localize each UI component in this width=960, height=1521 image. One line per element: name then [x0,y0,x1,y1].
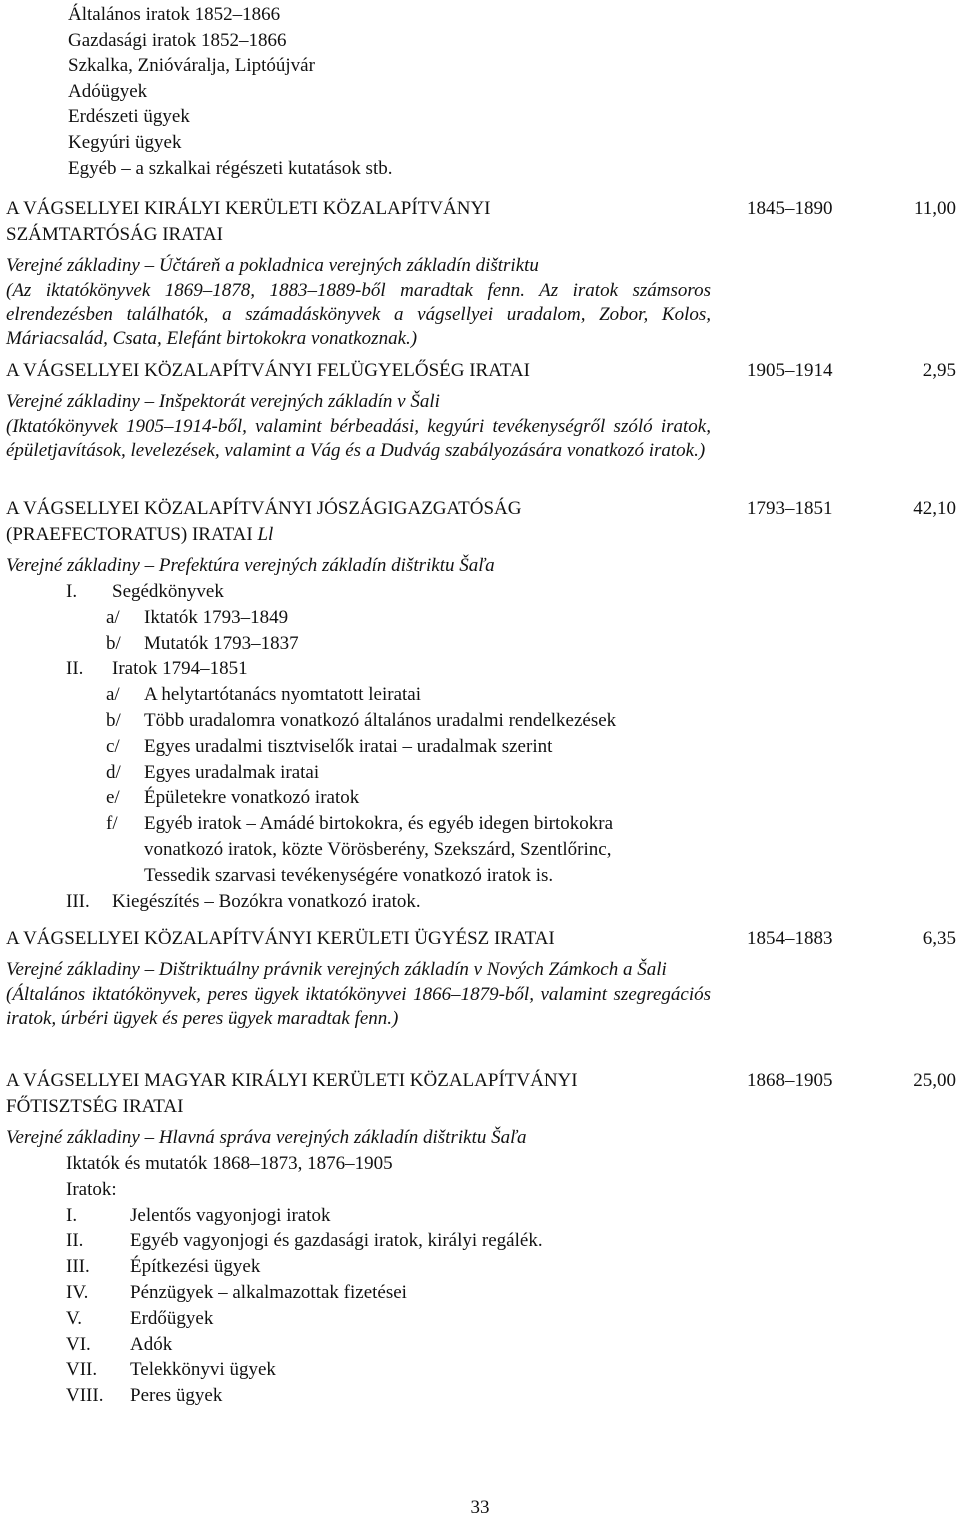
item-number: III. [66,890,90,912]
item-number: I. [66,1204,78,1226]
item-text: A helytartótanács nyomtatott leiratai [144,684,421,706]
intro-line: Szkalka, Znióváralja, Liptóújvár [68,55,315,77]
item-text: Erdőügyek [130,1307,214,1329]
item-number: d/ [106,761,121,783]
section-heading [6,496,716,548]
item-number: f/ [106,813,118,835]
section-note: (Iktatókönyvek 1905–1914-ből, valamint bérbeadási, kegyúri tevékenységről szóló iratok, épületjavítások, levelezések, valamint a Vág és a Dudvág szabályozására vonatkozó iratok.) [6,416,711,461]
item-text: Segédkönyvek [112,581,224,602]
item-text: Adók [130,1333,173,1355]
records-label: Iratok: [66,1178,117,1200]
slovak-title: Verejné základiny – Prefektúra verejných základín dištriktu Šaľa [6,555,495,576]
item-number: I. [66,581,78,602]
list-item-continuation [6,837,956,863]
list-item [6,1280,956,1306]
year-range: 1793–1851 [747,498,833,519]
list-item [6,811,956,837]
section-heading-row [6,196,956,248]
list-item [6,785,956,811]
extent-value: 11,00 [913,198,956,219]
year-range: 1905–1914 [747,360,833,381]
item-text: Épületekre vonatkozó iratok [144,787,360,809]
list-item [6,1332,956,1358]
intro-line: Kegyúri ügyek [68,131,182,153]
list-item [6,1383,956,1409]
item-text: Pénzügyek – alkalmazottak fizetései [130,1281,407,1303]
heading-line [6,522,716,548]
item-number: VII. [66,1359,98,1381]
section-heading-row [6,926,956,952]
section-fotisztseg [6,1068,956,1409]
item-number: V. [66,1307,83,1329]
series-list [6,1203,956,1409]
intro-line: Gazdasági iratok 1852–1866 [68,29,287,51]
item-text: Mutatók 1793–1837 [144,632,299,654]
intro-line: Erdészeti ügyek [68,106,190,128]
list-item [6,656,956,682]
extent-value: 42,10 [913,498,956,519]
list-item [6,631,956,657]
heading-line: A VÁGSELLYEI KÖZALAPÍTVÁNYI JÓSZÁGIGAZGATÓSÁG [6,498,522,519]
list-item [6,1306,956,1332]
list-item [6,1254,956,1280]
item-text: Egyéb vagyonjogi és gazdasági iratok, királyi regálék. [130,1230,543,1252]
item-number: b/ [106,632,121,654]
heading-line: FŐTISZTSÉG IRATAI [6,1096,184,1117]
item-text: Iktatók 1793–1849 [144,606,289,628]
section-felugyeloseg [6,358,956,463]
list-item [6,734,956,760]
intro-line: Egyéb – a szkalkai régészeti kutatások stb. [68,157,393,179]
section-heading-row [6,496,956,548]
item-text: Egyéb iratok – Amádé birtokokra, és egyéb idegen birtokokra [144,813,614,835]
slovak-title: Verejné základiny – Dištriktuálny právnik verejných základín v Nových Zámkoch a Šali [6,959,667,980]
item-number: e/ [106,787,120,809]
year-range: 1845–1890 [747,198,833,219]
section-szamtartosag [6,196,956,351]
heading-line: SZÁMTARTÓSÁG IRATAI [6,224,223,245]
item-text: Telekkönyvi ügyek [130,1359,276,1381]
slovak-title: Verejné základiny – Inšpektorát verejných základín v Šali [6,391,440,412]
item-text: Jelentős vagyonjogi iratok [130,1204,331,1226]
list-item-continuation [6,863,956,889]
heading-ll-mark: Ll [257,524,274,545]
item-text: Egyes uradalmak iratai [144,761,320,783]
series-list [6,579,956,914]
item-number: II. [66,1230,84,1252]
item-number: a/ [106,606,120,628]
item-text: Építkezési ügyek [130,1256,261,1278]
item-text: Iratok 1794–1851 [112,658,248,680]
heading-line: A VÁGSELLYEI KIRÁLYI KERÜLETI KÖZALAPÍTVÁNYI [6,198,491,219]
item-number: c/ [106,735,120,757]
section-kerueleti-ugyesz [6,926,956,1031]
section-heading: A VÁGSELLYEI KÖZALAPÍTVÁNYI KERÜLETI ÜGYÉSZ IRATAI [6,928,555,949]
item-number: a/ [106,684,120,706]
intro-line: Általános iratok 1852–1866 [68,4,281,25]
section-note: (Általános iktatókönyvek, peres ügyek iktatókönyvei 1866–1879-ből, valamint szegregációs iratok, úrbéri ügyek és peres ügyek maradtak fenn.) [6,984,711,1029]
section-heading: A VÁGSELLYEI KÖZALAPÍTVÁNYI FELÜGYELŐSÉG IRATAI [6,360,530,381]
item-text: Tessedik szarvasi tevékenységére vonatkozó iratok is. [144,864,554,886]
item-text: Kiegészítés – Bozókra vonatkozó iratok. [112,890,421,912]
item-number: b/ [106,709,121,731]
heading-line: A VÁGSELLYEI MAGYAR KIRÁLYI KERÜLETI KÖZALAPÍTVÁNYI [6,1070,578,1091]
item-number: II. [66,658,84,680]
extent-value: 25,00 [913,1070,956,1091]
extent-value: 6,35 [922,928,956,949]
list-item [6,682,956,708]
section-heading [6,1068,716,1120]
section-note: (Az iktatókönyvek 1869–1878, 1883–1889-ből maradtak fenn. Az iratok számsoros elrendezésben találhatók, a számadáskönyvek a vágsellyei uradalom, Zobor, Kolos, Máriacsalád, Csata, Elefánt birtokokra vonatkoznak.) [6,280,711,349]
section-joszagigazgatosag [6,496,956,914]
section-heading-row [6,358,956,384]
section-heading-row [6,1068,956,1120]
intro-list [68,2,392,181]
item-number: VI. [66,1333,91,1355]
intro-line: Adóügyek [68,80,148,102]
item-text: vonatkozó iratok, közte Vörösberény, Szekszárd, Szentlőrinc, [144,838,612,860]
list-item [6,889,956,915]
list-item [6,579,956,605]
item-text: Peres ügyek [130,1385,223,1407]
list-item [6,1228,956,1254]
year-range: 1854–1883 [747,928,833,949]
item-text: Több uradalomra vonatkozó általános uradalmi rendelkezések [144,709,617,731]
register-line: Iktatók és mutatók 1868–1873, 1876–1905 [66,1153,393,1174]
item-number: III. [66,1256,90,1278]
heading-line-text: (PRAEFECTORATUS) IRATAI [6,524,253,545]
item-text: Egyes uradalmi tisztviselők iratai – uradalmak szerint [144,735,553,757]
year-range: 1868–1905 [747,1070,833,1091]
list-item [6,760,956,786]
slovak-title: Verejné základiny – Účtáreň a pokladnica verejných základín dištriktu [6,255,539,276]
list-item [6,708,956,734]
list-item [6,1203,956,1229]
list-item [6,1357,956,1383]
page-number: 33 [470,1497,490,1518]
extent-value: 2,95 [922,360,956,381]
item-number: VIII. [66,1385,104,1407]
section-heading [6,196,716,248]
item-number: IV. [66,1281,89,1303]
slovak-title: Verejné základiny – Hlavná správa verejných základín dištriktu Šaľa [6,1127,527,1148]
list-item [6,605,956,631]
